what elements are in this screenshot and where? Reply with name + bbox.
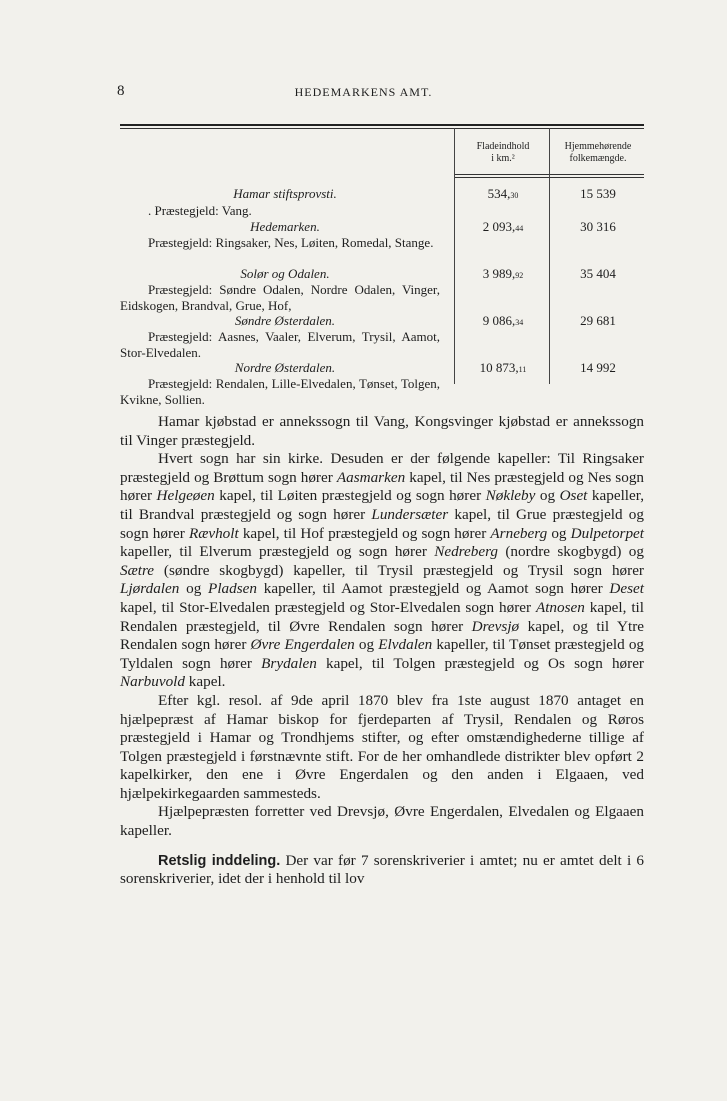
table-row-area: 3 989,92 (482, 266, 524, 281)
table-row-parishes: Præstegjeld: Aasnes, Vaaler, Elverum, Trysil, Aamot, Stor-Elvedalen. (120, 329, 440, 360)
paragraph: Hamar kjøbstad er annekssogn til Vang, Kongsvinger kjøbstad er annekssogn til Vinger præstegjeld. (120, 413, 644, 449)
paragraph: Efter kgl. resol. af 9de april 1870 blev fra 1ste august 1870 antaget en hjælpepræst af Hamar biskop for fjerdeparten af Trysil, Rendalen og Røros præstegjeld i Hamar og Trondhjems stifter, og efter omstændighederne tillige af Tolgen præstegjeld i førstnævnte stift. For de her omhandlede distrikter blev opført 2 kapelkirker, den ene i Øvre Engerdalen og den anden i Elgaaen, ved hjælpekirkegaarden sammesteds. (120, 691, 644, 802)
table-row-parishes: . Præstegjeld: Vang. (148, 203, 252, 218)
running-title: HEDEMARKENS AMT. (294, 85, 433, 99)
table-row-population: 14 992 (580, 360, 616, 375)
column-header-area: Fladeindhold i km.² (476, 141, 530, 164)
body-text (120, 413, 644, 889)
table-top-rule-thin (120, 128, 644, 129)
paragraph-chapels: Hvert sogn har sin kirke. Desuden er der følgende kapeller: Til Ringsaker præstegjeld og Brøttum sogn hører Aasmarken kapel, til Nes præstegjeld og Nes sogn hører Helgeøen kapel, til Løiten præstegjeld og sogn hører Nøkleby og Oset kapeller, til Brandval præstegjeld og sogn hører Lundersæter kapel, til Grue præstegjeld og sogn hører Rævholt kapel, til Hof præstegjeld og sogn hører Arneberg og Dulpetorpet kapeller, til Elverum præstegjeld og sogn hører Nedreberg (nordre skogbygd) og Sætre (søndre skogbygd) kapeller, til Trysil præstegjeld og Trysil sogn hører Ljørdalen og Pladsen kapeller, til Aamot præstegjeld og Aamot sogn hører Deset kapel, til Stor-Elvedalen præstegjeld og Stor-Elvedalen sogn hører Atnosen kapel, til Rendalen præstegjeld, til Øvre Rendalen sogn hører Drevsjø kapel, og til Ytre Rendalen sogn hører Øvre Engerdalen og Elvdalen kapeller, til Tønset præstegjeld og Tyldalen sogn hører Brydalen kapel, til Tolgen præstegjeld og Os sogn hører Narbuvold kapel. (120, 450, 645, 691)
paragraph-section-start: Retslig inddeling. Der var før 7 sorenskriverier i amtet; nu er amtet delt i 6 sorenskriverier, idet der i henhold til lov (120, 851, 644, 888)
table-row-parishes: Præstegjeld: Søndre Odalen, Nordre Odalen, Vinger, Eidskogen, Brandval, Grue, Hof, (120, 282, 440, 313)
table-row-population: 15 539 (580, 186, 616, 201)
table-row-population: 29 681 (580, 313, 616, 328)
page-number: 8 (117, 83, 125, 99)
table-column-divider-2 (549, 128, 550, 384)
table-row-area: 10 873,11 (479, 360, 527, 375)
section-heading: Retslig inddeling. (158, 852, 281, 869)
district-heading: Søndre Østerdalen. (234, 313, 336, 328)
table-row-parishes: Præstegjeld: Rendalen, Lille-Elvedalen, Tønset, Tolgen, Kvikne, Sollien. (120, 376, 440, 407)
table-column-divider-1 (454, 128, 455, 384)
paragraph: Hjælpepræsten forretter ved Drevsjø, Øvre Engerdalen, Elvedalen og Elgaaen kapeller. (120, 803, 644, 840)
column-header-population: Hjemmehørende folkemængde. (564, 141, 632, 164)
table-row-area: 2 093,44 (482, 219, 524, 234)
table-row-area: 9 086,34 (482, 313, 524, 328)
district-heading: Nordre Østerdalen. (234, 360, 336, 375)
district-heading: Hedemarken. (250, 219, 320, 234)
table-top-rule (120, 124, 644, 126)
provosty-heading: Hamar stiftsprovsti. (233, 186, 337, 201)
table-row-area: 534,30 (487, 186, 519, 201)
table-row-population: 35 404 (580, 266, 616, 281)
table-row-population: 30 316 (580, 219, 616, 234)
table-row-parishes: Præstegjeld: Ringsaker, Nes, Løiten, Romedal, Stange. (148, 235, 434, 250)
district-heading: Solør og Odalen. (240, 266, 330, 281)
